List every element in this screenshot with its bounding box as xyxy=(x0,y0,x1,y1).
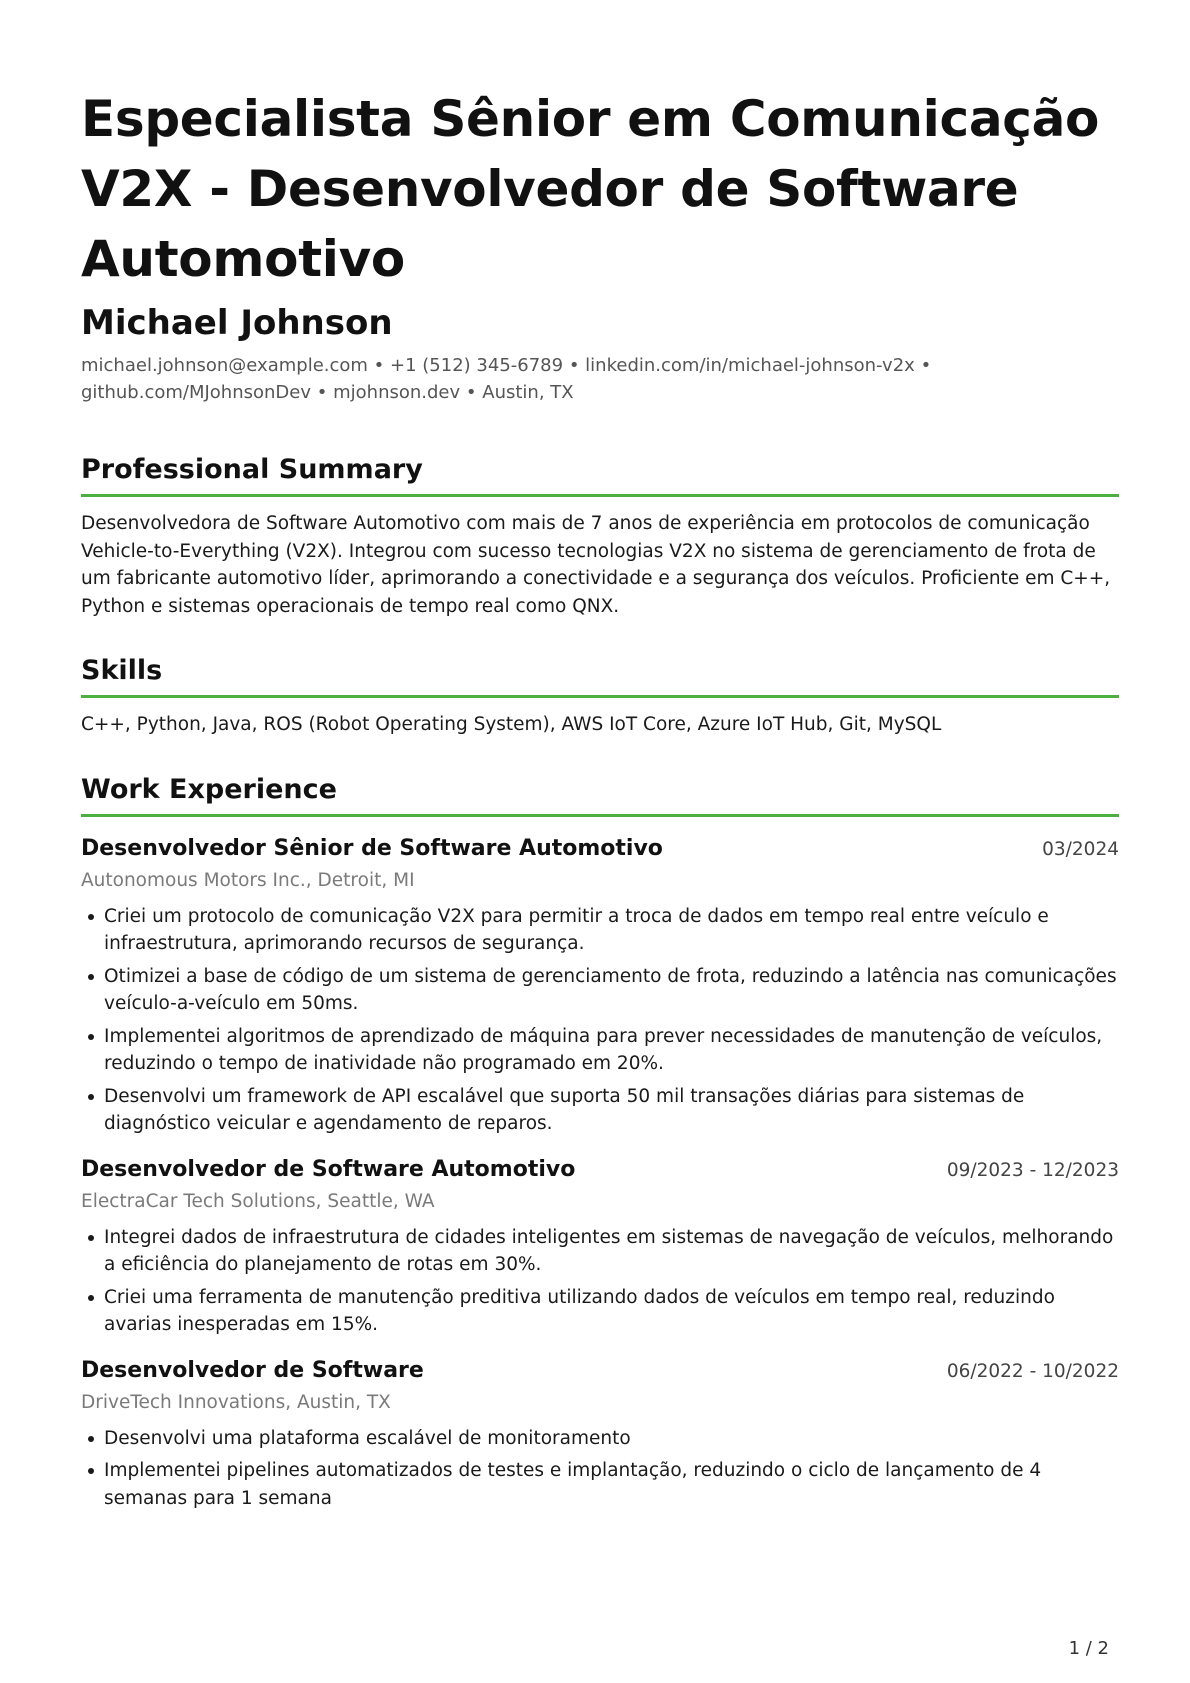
bullet-dot-icon xyxy=(88,974,94,980)
bullet-dot-icon xyxy=(88,1235,94,1241)
work-heading: Work Experience xyxy=(81,772,1119,817)
skills-text: C++, Python, Java, ROS (Robot Operating System), AWS IoT Core, Azure IoT Hub, Git, MySQL xyxy=(81,714,942,735)
bullet-dot-icon xyxy=(88,914,94,920)
job-bullet-text: Criei uma ferramenta de manutenção preditiva utilizando dados de veículos em tempo real, reduzindo avarias inesperadas em 15%. xyxy=(104,1286,1055,1335)
job-bullet xyxy=(81,963,1119,1018)
job-entry xyxy=(81,834,1119,1138)
resume-page xyxy=(81,84,1119,1517)
job-title: Desenvolvedor Sênior de Software Automotivo xyxy=(81,835,663,861)
summary-heading: Professional Summary xyxy=(81,452,1119,497)
bullet-dot-icon xyxy=(88,1034,94,1040)
bullet-dot-icon xyxy=(88,1295,94,1301)
job-company: Autonomous Motors Inc., Detroit, MI xyxy=(81,869,415,891)
summary-section xyxy=(81,452,1119,620)
job-bullets xyxy=(81,1224,1119,1339)
job-bullets xyxy=(81,903,1119,1138)
job-entry xyxy=(81,1155,1119,1339)
job-entry xyxy=(81,1356,1119,1513)
job-bullet-text: Desenvolvi uma plataforma escalável de monitoramento xyxy=(104,1427,631,1449)
job-date: 03/2024 xyxy=(1042,838,1119,860)
work-section xyxy=(81,772,1119,1513)
job-title: Desenvolvedor de Software xyxy=(81,1357,424,1383)
contact-linkedin: linkedin.com/in/michael-johnson-v2x xyxy=(585,355,915,376)
contact-email: michael.johnson@example.com xyxy=(81,355,368,376)
candidate-name: Michael Johnson xyxy=(81,303,393,343)
skills-section xyxy=(81,653,1119,739)
job-bullets xyxy=(81,1425,1119,1513)
job-bullet-text: Desenvolvi um framework de API escalável que suporta 50 mil transações diárias para sistemas de diagnóstico veicular e agendamento de reparos. xyxy=(104,1085,1025,1134)
skills-heading: Skills xyxy=(81,653,1119,698)
contact-line xyxy=(81,352,1119,406)
bullet-dot-icon xyxy=(88,1436,94,1442)
summary-text: Desenvolvedora de Software Automotivo com mais de 7 anos de experiência em protocolos de comunicação Vehicle-to-Everything (V2X). Integrou com sucesso tecnologias V2X no sistema de gerenciamento de frota de um fabricante automotivo líder, aprimorando a conectividade e a segurança dos veículos. Proficiente em C++, Python e sistemas operacionais de tempo real como QNX. xyxy=(81,513,1111,617)
job-bullet-text: Criei um protocolo de comunicação V2X para permitir a troca de dados em tempo real entre veículo e infraestrutura, aprimorando recursos de segurança. xyxy=(104,905,1049,954)
job-bullet xyxy=(81,1224,1119,1279)
job-bullet-text: Implementei algoritmos de aprendizado de máquina para prever necessidades de manutenção de veículos, reduzindo o tempo de inatividade não programado em 20%. xyxy=(104,1025,1103,1074)
contact-separator: • xyxy=(373,355,385,376)
job-title: Desenvolvedor de Software Automotivo xyxy=(81,1156,576,1182)
page-number: 1 / 2 xyxy=(1068,1638,1109,1659)
contact-website: mjohnson.dev xyxy=(333,382,461,403)
job-company: DriveTech Innovations, Austin, TX xyxy=(81,1391,391,1413)
contact-separator: • xyxy=(316,382,328,403)
contact-phone: +1 (512) 345-6789 xyxy=(390,355,564,376)
job-bullet xyxy=(81,1457,1119,1512)
job-header xyxy=(81,834,1119,864)
job-bullet xyxy=(81,1023,1119,1078)
contact-separator: • xyxy=(568,355,580,376)
job-company: ElectraCar Tech Solutions, Seattle, WA xyxy=(81,1190,435,1212)
job-bullet-text: Integrei dados de infraestrutura de cidades inteligentes em sistemas de navegação de veículos, melhorando a eficiência do planejamento de rotas em 30%. xyxy=(104,1226,1114,1275)
job-header xyxy=(81,1356,1119,1386)
contact-location: Austin, TX xyxy=(482,382,574,403)
contact-github: github.com/MJohnsonDev xyxy=(81,382,312,403)
job-bullet xyxy=(81,1083,1119,1138)
job-bullet xyxy=(81,1425,1119,1453)
job-bullet-text: Otimizei a base de código de um sistema de gerenciamento de frota, reduzindo a latência nas comunicações veículo-a-veículo em 50ms. xyxy=(104,965,1117,1014)
job-header xyxy=(81,1155,1119,1185)
contact-separator: • xyxy=(920,355,932,376)
job-bullet-text: Implementei pipelines automatizados de testes e implantação, reduzindo o ciclo de lançamento de 4 semanas para 1 semana xyxy=(104,1460,1042,1509)
job-bullet xyxy=(81,1284,1119,1339)
document-title: Especialista Sênior em Comunicação V2X - Desenvolvedor de Software Automotivo xyxy=(81,90,1100,288)
job-date: 06/2022 - 10/2022 xyxy=(946,1360,1119,1382)
bullet-dot-icon xyxy=(88,1468,94,1474)
bullet-dot-icon xyxy=(88,1094,94,1100)
job-bullet xyxy=(81,903,1119,958)
job-date: 09/2023 - 12/2023 xyxy=(946,1159,1119,1181)
contact-separator: • xyxy=(465,382,477,403)
